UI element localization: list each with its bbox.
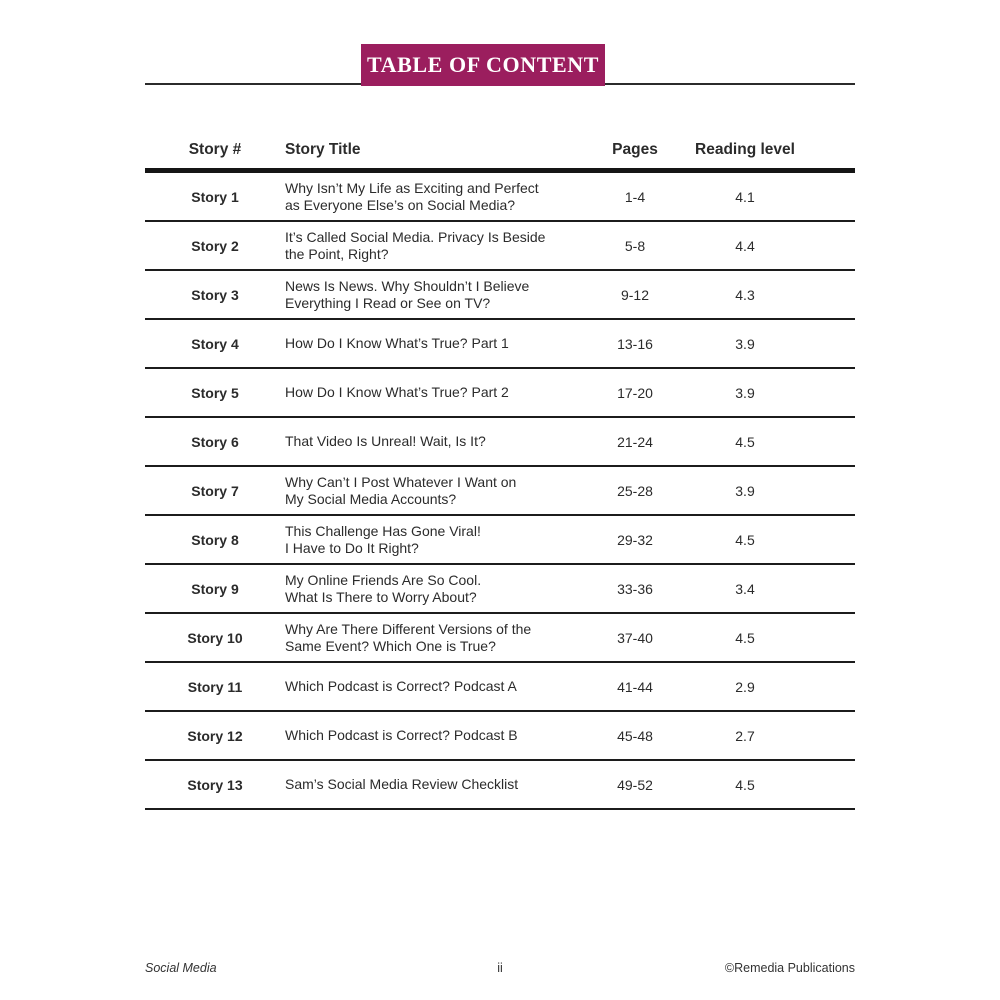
story-number: Story 5 [191, 384, 239, 401]
story-title [285, 615, 580, 660]
story-title-line: This Challenge Has Gone Viral! [285, 523, 481, 539]
story-pages: 5-8 [624, 237, 646, 254]
story-title-line: My Social Media Accounts? [285, 490, 457, 507]
story-title [285, 378, 580, 407]
story-title [285, 672, 580, 701]
story-number: Story 7 [191, 482, 239, 499]
story-title [285, 427, 580, 456]
table-row [145, 761, 855, 810]
table-body [145, 173, 855, 810]
story-number: Story 11 [187, 678, 243, 695]
story-title-line: I Have to Do It Right? [285, 539, 419, 556]
story-title-line: Which Podcast is Correct? Podcast A [285, 678, 517, 695]
story-reading-level: 2.9 [735, 678, 755, 695]
story-title-line: Which Podcast is Correct? Podcast B [285, 727, 518, 744]
table-row [145, 271, 855, 320]
story-pages: 41-44 [617, 678, 653, 695]
story-pages: 49-52 [617, 776, 653, 793]
story-pages: 33-36 [617, 580, 653, 597]
story-reading-level: 4.3 [735, 286, 755, 303]
story-number: Story 4 [191, 335, 239, 352]
table-row [145, 565, 855, 614]
table-row [145, 614, 855, 663]
story-title-line: as Everyone Else’s on Social Media? [285, 196, 516, 213]
story-number: Story 10 [187, 629, 243, 646]
story-title-line: How Do I Know What’s True? Part 1 [285, 335, 509, 352]
story-title [285, 174, 580, 219]
story-title [285, 721, 580, 750]
story-title-line: It’s Called Social Media. Privacy Is Beside [285, 229, 546, 245]
story-pages: 1-4 [624, 188, 646, 205]
story-number: Story 9 [191, 580, 239, 597]
story-pages: 37-40 [617, 629, 653, 646]
table-row [145, 418, 855, 467]
table-row [145, 222, 855, 271]
table-row [145, 516, 855, 565]
table-row [145, 663, 855, 712]
story-title [285, 517, 580, 562]
column-header-story-title: Story Title [285, 140, 361, 158]
table-row [145, 320, 855, 369]
story-number: Story 13 [187, 776, 243, 793]
story-reading-level: 4.4 [735, 237, 755, 254]
story-title [285, 770, 580, 799]
story-pages: 29-32 [617, 531, 653, 548]
story-title-line: That Video Is Unreal! Wait, Is It? [285, 433, 486, 450]
story-title-line: Sam’s Social Media Review Checklist [285, 776, 519, 793]
story-number: Story 6 [191, 433, 239, 450]
table-header-row [145, 131, 855, 173]
story-pages: 45-48 [617, 727, 653, 744]
story-reading-level: 3.4 [735, 580, 755, 597]
story-title-line: Why Isn’t My Life as Exciting and Perfect [285, 180, 539, 196]
story-title-line: Why Can’t I Post Whatever I Want on [285, 474, 517, 490]
table-row [145, 369, 855, 418]
story-reading-level: 4.5 [735, 531, 755, 548]
story-title-line: Why Are There Different Versions of the [285, 621, 532, 637]
column-header-story-number: Story # [188, 140, 242, 158]
story-number: Story 12 [187, 727, 243, 744]
story-reading-level: 3.9 [735, 482, 755, 499]
page-footer [145, 961, 855, 975]
story-reading-level: 3.9 [735, 335, 755, 352]
story-reading-level: 3.9 [735, 384, 755, 401]
story-number: Story 1 [191, 188, 239, 205]
footer-page-number: ii [497, 961, 503, 975]
column-header-pages: Pages [612, 140, 658, 158]
story-title [285, 566, 580, 611]
story-title-line: My Online Friends Are So Cool. [285, 572, 482, 588]
footer-publisher: ©Remedia Publications [724, 961, 855, 975]
story-pages: 17-20 [617, 384, 653, 401]
story-title-line: the Point, Right? [285, 245, 389, 262]
story-reading-level: 4.5 [735, 629, 755, 646]
story-number: Story 2 [191, 237, 239, 254]
story-title-line: Everything I Read or See on TV? [285, 294, 491, 311]
story-pages: 9-12 [620, 286, 650, 303]
story-pages: 13-16 [617, 335, 653, 352]
story-title-line: What Is There to Worry About? [285, 588, 477, 605]
footer-book-title: Social Media [145, 961, 217, 975]
page-title-box [361, 44, 605, 86]
contents-table [145, 131, 855, 810]
story-title-line: Same Event? Which One is True? [285, 637, 496, 654]
column-header-reading-level: Reading level [695, 140, 795, 158]
story-reading-level: 2.7 [735, 727, 755, 744]
story-title-line: News Is News. Why Shouldn’t I Believe [285, 278, 530, 294]
story-reading-level: 4.1 [735, 188, 755, 205]
story-reading-level: 4.5 [735, 776, 755, 793]
story-title [285, 329, 580, 358]
story-title [285, 468, 580, 513]
story-reading-level: 4.5 [735, 433, 755, 450]
story-number: Story 8 [191, 531, 239, 548]
table-row [145, 467, 855, 516]
page-title: TABLE OF CONTENT [366, 52, 600, 77]
table-row [145, 712, 855, 761]
story-title [285, 223, 580, 268]
story-title [285, 272, 580, 317]
story-title-line: How Do I Know What’s True? Part 2 [285, 384, 509, 401]
table-row [145, 173, 855, 222]
story-pages: 21-24 [617, 433, 653, 450]
story-pages: 25-28 [617, 482, 653, 499]
story-number: Story 3 [191, 286, 239, 303]
